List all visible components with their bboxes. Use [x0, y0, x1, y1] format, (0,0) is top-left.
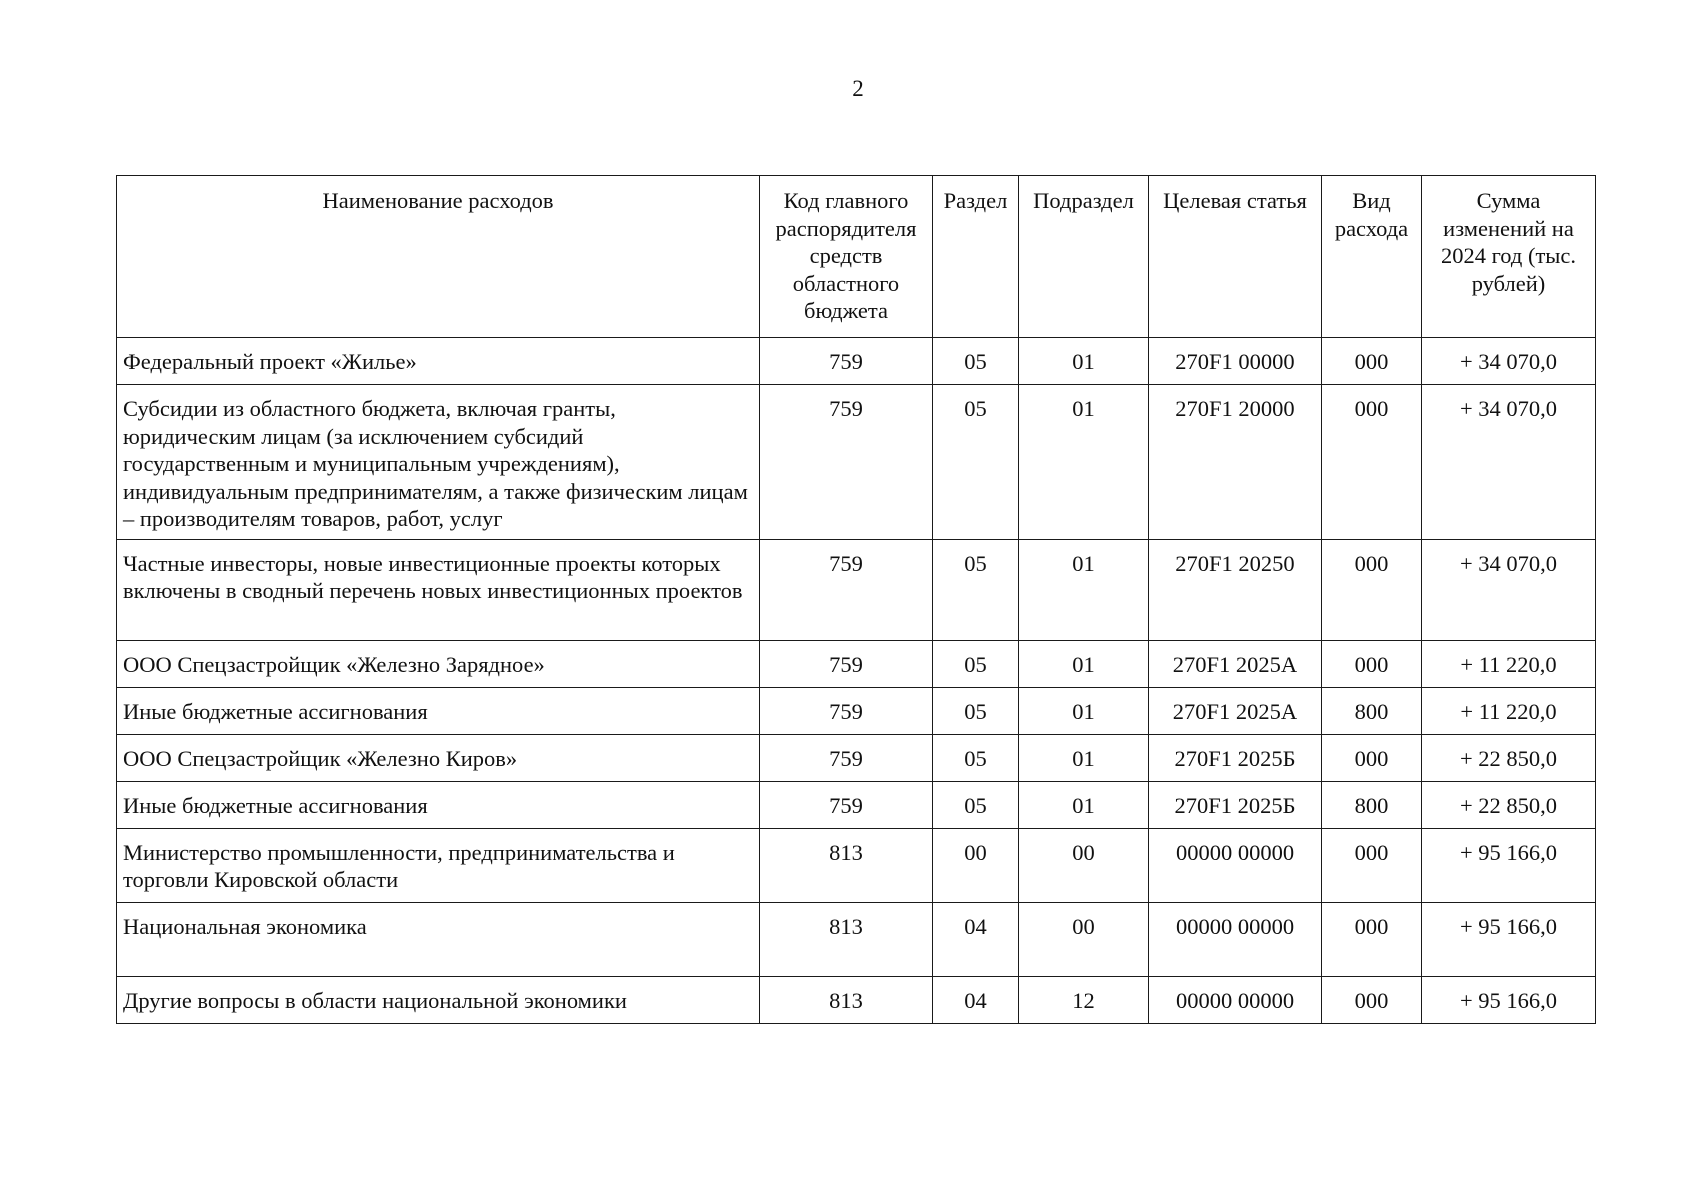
cell-target: 00000 00000: [1149, 902, 1322, 976]
header-code: Код главного распорядителя средств областного бюджета: [760, 176, 933, 338]
cell-name: Министерство промышленности, предпринимательства и торговли Кировской области: [117, 828, 760, 902]
cell-subsection: 01: [1019, 734, 1149, 781]
cell-kind: 000: [1322, 539, 1422, 640]
cell-kind: 800: [1322, 687, 1422, 734]
cell-sum: + 11 220,0: [1422, 687, 1596, 734]
header-section: Раздел: [933, 176, 1019, 338]
cell-name: Иные бюджетные ассигнования: [117, 687, 760, 734]
cell-sum: + 11 220,0: [1422, 640, 1596, 687]
cell-target: 00000 00000: [1149, 828, 1322, 902]
header-name: Наименование расходов: [117, 176, 760, 338]
table-row: [117, 902, 1596, 976]
cell-name: Иные бюджетные ассигнования: [117, 781, 760, 828]
cell-subsection: 00: [1019, 902, 1149, 976]
cell-sum: + 95 166,0: [1422, 976, 1596, 1023]
cell-sum: + 34 070,0: [1422, 539, 1596, 640]
cell-target: 270F1 2025Б: [1149, 781, 1322, 828]
cell-code: 813: [760, 976, 933, 1023]
cell-kind: 000: [1322, 385, 1422, 540]
cell-name: Другие вопросы в области национальной экономики: [117, 976, 760, 1023]
cell-kind: 000: [1322, 338, 1422, 385]
table-row: [117, 781, 1596, 828]
table-row: [117, 734, 1596, 781]
header-target: Целевая статья: [1149, 176, 1322, 338]
cell-code: 759: [760, 781, 933, 828]
cell-section: 05: [933, 687, 1019, 734]
cell-target: 270F1 2025Б: [1149, 734, 1322, 781]
cell-sum: + 34 070,0: [1422, 385, 1596, 540]
cell-target: 00000 00000: [1149, 976, 1322, 1023]
table-row: [117, 828, 1596, 902]
cell-subsection: 01: [1019, 781, 1149, 828]
cell-code: 759: [760, 734, 933, 781]
table-row: [117, 687, 1596, 734]
cell-code: 759: [760, 385, 933, 540]
cell-sum: + 95 166,0: [1422, 828, 1596, 902]
header-kind: Вид расхода: [1322, 176, 1422, 338]
cell-section: 05: [933, 734, 1019, 781]
expenditure-table: [116, 175, 1596, 1024]
cell-kind: 000: [1322, 828, 1422, 902]
table-row: [117, 976, 1596, 1023]
cell-name: Частные инвесторы, новые инвестиционные проекты которых включены в сводный перечень новых инвестиционных проектов: [117, 539, 760, 640]
cell-sum: + 22 850,0: [1422, 734, 1596, 781]
cell-kind: 000: [1322, 640, 1422, 687]
cell-kind: 000: [1322, 734, 1422, 781]
cell-name: ООО Спецзастройщик «Железно Зарядное»: [117, 640, 760, 687]
table-row: [117, 640, 1596, 687]
table-header-row: [117, 176, 1596, 338]
cell-code: 759: [760, 338, 933, 385]
cell-subsection: 01: [1019, 687, 1149, 734]
cell-target: 270F1 20250: [1149, 539, 1322, 640]
header-sum: Сумма изменений на 2024 год (тыс. рублей): [1422, 176, 1596, 338]
cell-sum: + 95 166,0: [1422, 902, 1596, 976]
cell-kind: 000: [1322, 976, 1422, 1023]
header-subsection: Подраздел: [1019, 176, 1149, 338]
cell-name: ООО Спецзастройщик «Железно Киров»: [117, 734, 760, 781]
cell-section: 05: [933, 539, 1019, 640]
cell-section: 05: [933, 640, 1019, 687]
page-number: 2: [852, 76, 864, 101]
cell-code: 759: [760, 687, 933, 734]
cell-name: Национальная экономика: [117, 902, 760, 976]
cell-section: 05: [933, 385, 1019, 540]
cell-subsection: 00: [1019, 828, 1149, 902]
cell-section: 05: [933, 338, 1019, 385]
cell-target: 270F1 20000: [1149, 385, 1322, 540]
cell-sum: + 34 070,0: [1422, 338, 1596, 385]
cell-target: 270F1 2025А: [1149, 640, 1322, 687]
cell-section: 04: [933, 902, 1019, 976]
cell-target: 270F1 2025А: [1149, 687, 1322, 734]
cell-sum: + 22 850,0: [1422, 781, 1596, 828]
cell-subsection: 01: [1019, 640, 1149, 687]
cell-code: 759: [760, 640, 933, 687]
cell-section: 05: [933, 781, 1019, 828]
cell-kind: 800: [1322, 781, 1422, 828]
cell-subsection: 01: [1019, 338, 1149, 385]
cell-subsection: 01: [1019, 385, 1149, 540]
cell-section: 04: [933, 976, 1019, 1023]
cell-code: 813: [760, 902, 933, 976]
cell-name: Субсидии из областного бюджета, включая гранты, юридическим лицам (за исключением субсидий государственным и муниципальным учреждениям), индивидуальным предпринимателям, а также физическим лицам – производителям товаров, работ, услуг: [117, 385, 760, 540]
table-row: [117, 338, 1596, 385]
cell-subsection: 12: [1019, 976, 1149, 1023]
cell-name: Федеральный проект «Жилье»: [117, 338, 760, 385]
table-row: [117, 385, 1596, 540]
cell-section: 00: [933, 828, 1019, 902]
cell-code: 813: [760, 828, 933, 902]
cell-kind: 000: [1322, 902, 1422, 976]
table-row: [117, 539, 1596, 640]
cell-target: 270F1 00000: [1149, 338, 1322, 385]
cell-code: 759: [760, 539, 933, 640]
cell-subsection: 01: [1019, 539, 1149, 640]
